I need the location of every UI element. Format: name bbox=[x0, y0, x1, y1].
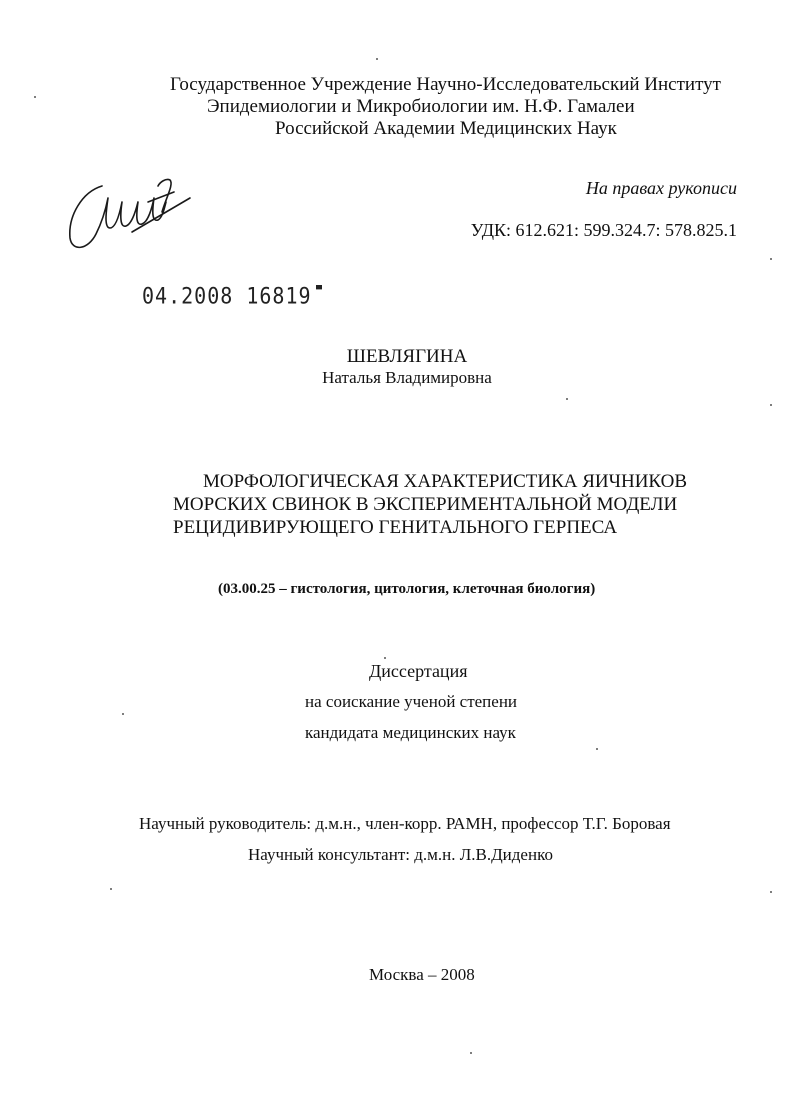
scan-speck bbox=[470, 1052, 472, 1054]
manuscript-rights: На правах рукописи bbox=[585, 178, 737, 198]
city-year: Москва – 2008 bbox=[369, 965, 475, 984]
degree-line: на соискание ученой степени bbox=[305, 692, 518, 711]
scan-speck bbox=[384, 657, 386, 659]
scan-speck bbox=[596, 748, 598, 750]
author-first-names: Наталья Владимировна bbox=[322, 368, 492, 387]
specialty-code: (03.00.25 – гистология, цитология, клеточная биология) bbox=[218, 581, 596, 597]
scan-speck bbox=[770, 404, 772, 406]
dissertation-label: Диссертация bbox=[369, 661, 468, 681]
registration-stamp bbox=[142, 283, 322, 309]
title-line-1: МОРФОЛОГИЧЕСКАЯ ХАРАКТЕРИСТИКА ЯИЧНИКОВ bbox=[203, 471, 688, 492]
title-line-3: РЕЦИДИВИРУЮЩЕГО ГЕНИТАЛЬНОГО ГЕРПЕСА bbox=[173, 517, 618, 538]
scan-speck bbox=[770, 891, 772, 893]
scan-speck bbox=[110, 888, 112, 890]
scan-speck bbox=[122, 713, 124, 715]
signature-mark bbox=[62, 172, 194, 260]
title-line-2: МОРСКИХ СВИНОК В ЭКСПЕРИМЕНТАЛЬНОЙ МОДЕЛИ bbox=[173, 494, 678, 515]
institution-line-3: Российской Академии Медицинских Наук bbox=[275, 118, 617, 139]
udk-code: УДК: 612.621: 599.324.7: 578.825.1 bbox=[470, 220, 737, 240]
institution-line-2: Эпидемиологии и Микробиологии им. Н.Ф. Гамалеи bbox=[207, 96, 635, 117]
scan-speck bbox=[34, 96, 36, 98]
degree-field: кандидата медицинских наук bbox=[305, 723, 516, 742]
scan-speck bbox=[770, 258, 772, 260]
author-last-name: ШЕВЛЯГИНА bbox=[346, 346, 468, 367]
scientific-advisor: Научный руководитель: д.м.н., член-корр. РАМН, профессор Т.Г. Боровая bbox=[139, 814, 671, 833]
scan-speck bbox=[376, 58, 378, 60]
stamp-dot-icon bbox=[316, 285, 322, 289]
institution-line-1: Государственное Учреждение Научно-Исследовательский Институт bbox=[170, 74, 721, 95]
stamp-number: 04.2008 16819 bbox=[142, 282, 312, 310]
scan-speck bbox=[566, 398, 568, 400]
scientific-consultant: Научный консультант: д.м.н. Л.В.Диденко bbox=[248, 845, 553, 864]
